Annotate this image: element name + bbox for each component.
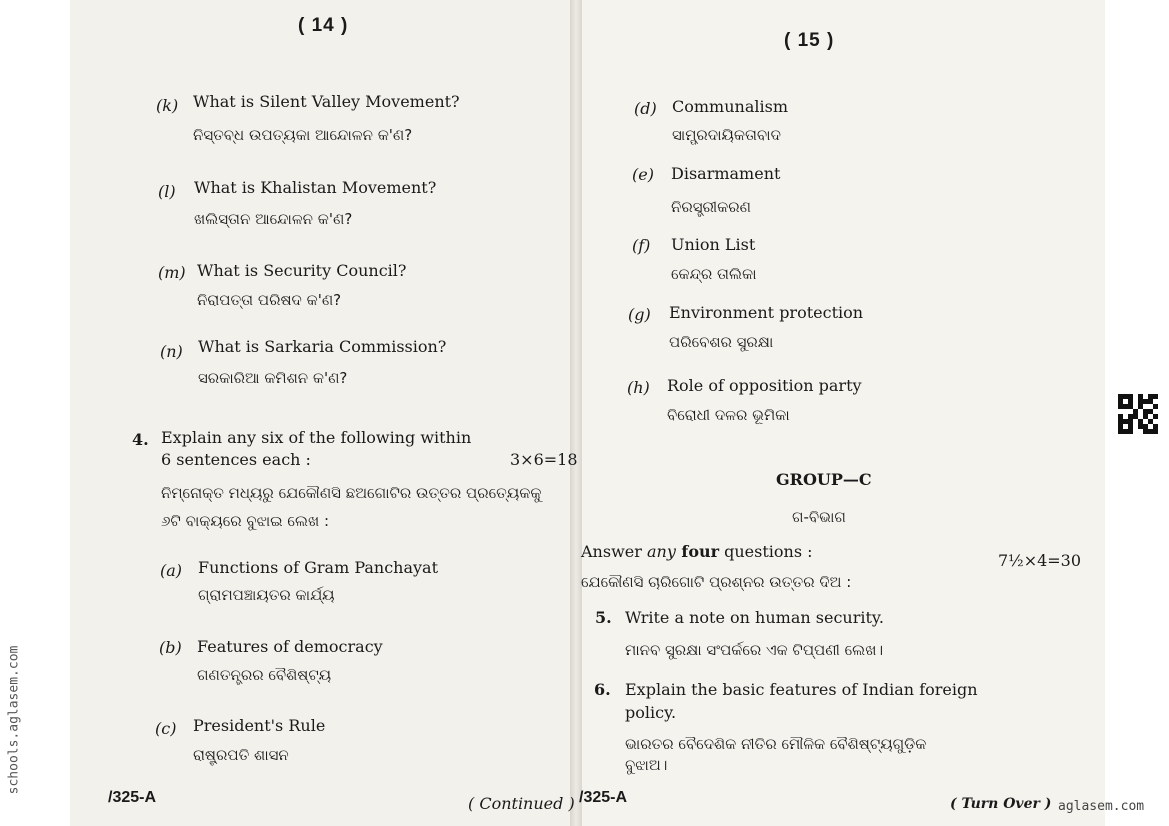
question-5-odia: ମାନବ ସୁରକ୍ଷା ସଂପର୍କରେ ଏକ ଟିପ୍ପଣୀ ଲେଖ। [625, 641, 884, 659]
question-4-number: 4. [132, 430, 149, 449]
item-d-odia: ସାମ୍ପ୍ରଦାୟିକତାବାଦ [672, 126, 781, 144]
subitem-b-english: Features of democracy [197, 637, 383, 656]
group-c-instruction [581, 542, 813, 561]
item-label-h: (h) [627, 378, 650, 397]
question-6-number: 6. [594, 680, 611, 699]
question-6-odia-line2: ବୁଝାଅ। [625, 756, 668, 774]
watermark-side-text: schools.aglasem.com [6, 645, 22, 795]
item-n-english: What is Sarkaria Commission? [198, 337, 447, 356]
question-6-text-line1: Explain the basic features of Indian foreign [625, 680, 978, 699]
item-k-english: What is Silent Valley Movement? [193, 92, 460, 111]
continued-label: ( Continued ) [468, 794, 575, 813]
watermark-bottom: aglasem.com [1058, 799, 1145, 814]
item-label-k: (k) [156, 96, 179, 115]
item-l-odia: ଖଲିସ୍ତାନ ଆନ୍ଦୋଳନ କ'ଣ? [194, 210, 353, 228]
question-6-odia-line1: ଭାରତର ବୈଦେଶିକ ନୀତିର ମୌଳିକ ବୈଶିଷ୍ଟ୍ୟଗୁଡ଼ିକ [625, 735, 927, 753]
question-4-odia-line2: ୬ଟି ବାକ୍ୟରେ ବୁଝାଇ ଲେଖ : [161, 512, 330, 530]
instruction-any: any [646, 542, 676, 561]
item-m-odia: ନିରାପତ୍ତା ପରିଷଦ କ'ଣ? [197, 291, 342, 309]
subitem-c-odia: ରାଷ୍ଟ୍ରପତି ଶାସନ [193, 746, 289, 764]
group-c-instruction-odia: ଯେକୌଣସି ଚାରିଗୋଟି ପ୍ରଶ୍ନର ଉତ୍ତର ଦିଅ : [581, 573, 852, 591]
question-4-marks: 3×6=18 [510, 450, 578, 469]
subitem-label-a: (a) [160, 561, 183, 580]
instruction-post: questions : [719, 542, 813, 561]
subitem-a-english: Functions of Gram Panchayat [198, 558, 439, 577]
item-g-english: Environment protection [669, 303, 864, 322]
watermark-side [4, 625, 24, 815]
page-fold [570, 0, 582, 826]
subitem-c-english: President's Rule [193, 716, 326, 735]
page-number-left: ( 14 ) [298, 15, 349, 36]
item-n-odia: ସରକାରିଆ କମିଶନ କ'ଣ? [198, 369, 348, 387]
item-label-n: (n) [160, 342, 183, 361]
footer-code-left: /325-A [108, 789, 157, 806]
item-g-odia: ପରିବେଶର ସୁରକ୍ଷା [669, 333, 774, 351]
subitem-b-odia: ଗଣତନ୍ତ୍ରର ବୈଶିଷ୍ଟ୍ୟ [197, 666, 332, 684]
item-f-odia: କେନ୍ଦ୍ର ତାଲିକା [671, 265, 757, 283]
subitem-label-b: (b) [159, 638, 182, 657]
item-label-d: (d) [634, 99, 657, 118]
group-c-heading: GROUP—C [776, 470, 872, 489]
item-h-english: Role of opposition party [667, 376, 862, 395]
item-label-e: (e) [632, 165, 654, 184]
question-5-number: 5. [595, 608, 612, 627]
question-5-text: Write a note on human security. [625, 608, 884, 627]
item-k-odia: ନିସ୍ତବ୍ଧ ଉପତ୍ୟକା ଆନ୍ଦୋଳନ କ'ଣ? [193, 126, 413, 144]
item-m-english: What is Security Council? [197, 261, 407, 280]
instruction-pre: Answer [581, 542, 647, 561]
item-h-odia: ବିରୋଧୀ ଦଳର ଭୂମିକା [667, 406, 790, 424]
question-4-text-line1: Explain any six of the following within [161, 428, 472, 447]
turn-over-label: ( Turn Over ) [950, 796, 1052, 812]
question-6-text-line2: policy. [625, 703, 677, 722]
subitem-label-c: (c) [155, 719, 177, 738]
item-e-odia: ନିରସ୍ତ୍ରୀକରଣ [671, 198, 751, 216]
item-l-english: What is Khalistan Movement? [194, 178, 437, 197]
item-e-english: Disarmament [671, 164, 781, 183]
left-page [70, 0, 575, 826]
item-f-english: Union List [671, 235, 756, 254]
item-label-g: (g) [628, 305, 651, 324]
item-label-l: (l) [158, 182, 176, 201]
question-4-odia-line1: ନିମ୍ନୋକ୍ତ ମଧ୍ୟରୁ ଯେକୌଣସି ଛଅଗୋଟିର ଉତ୍ତର ପ୍ରତ୍ୟେକକୁ [161, 484, 542, 502]
page-number-right: ( 15 ) [784, 30, 835, 51]
item-label-m: (m) [158, 263, 186, 282]
item-label-f: (f) [632, 236, 651, 255]
instruction-four: four [675, 542, 720, 561]
group-c-heading-odia: ଗ-ବିଭାଗ [792, 508, 846, 526]
subitem-a-odia: ଗ୍ରାମପଞ୍ଚାୟତର କାର୍ଯ୍ୟ [198, 586, 335, 604]
qr-code [1118, 394, 1158, 434]
question-4-text-line2: 6 sentences each : [161, 450, 311, 469]
footer-code-right: /325-A [579, 789, 628, 806]
item-d-english: Communalism [672, 97, 788, 116]
group-c-marks: 7½×4=30 [998, 551, 1082, 570]
